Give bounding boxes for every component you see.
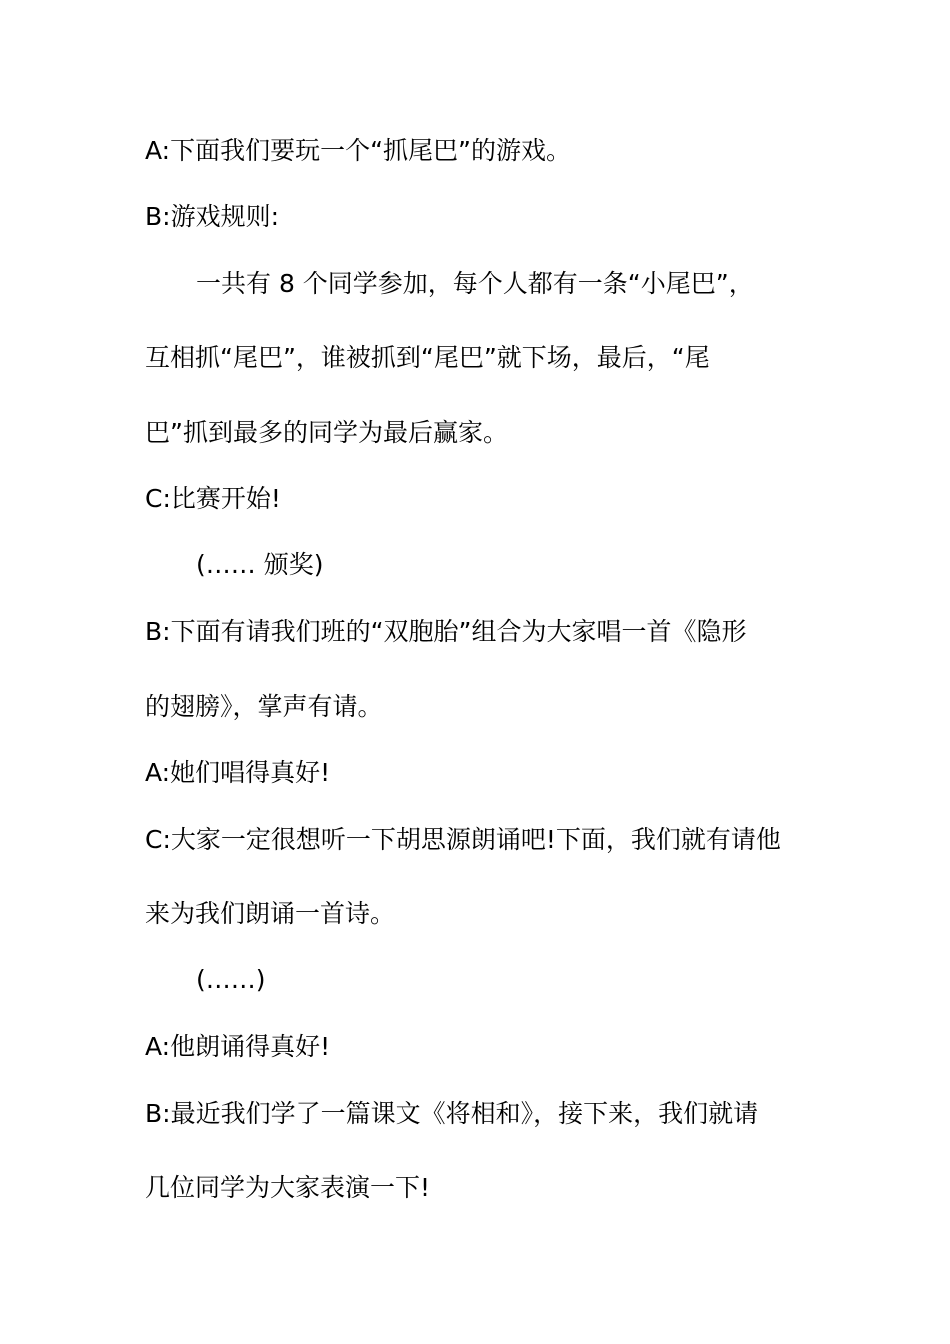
dialogue-line: C:大家一定很想听一下胡思源朗诵吧!下面，我们就有请他 bbox=[145, 825, 781, 854]
dialogue-line: A:他朗诵得真好! bbox=[145, 1032, 331, 1061]
rules-paragraph-line: 互相抓“尾巴”，谁被抓到“尾巴”就下场，最后，“尾 bbox=[145, 343, 710, 372]
dialogue-line: 来为我们朗诵一首诗。 bbox=[145, 899, 396, 928]
rules-paragraph-line: 一共有 8 个同学参加，每个人都有一条“小尾巴”， bbox=[196, 269, 754, 298]
rules-paragraph-line: 巴”抓到最多的同学为最后赢家。 bbox=[145, 418, 508, 447]
dialogue-line: A:她们唱得真好! bbox=[145, 758, 331, 787]
dialogue-line: B:最近我们学了一篇课文《将相和》，接下来，我们就请 bbox=[145, 1099, 759, 1128]
stage-direction: (……) bbox=[196, 965, 266, 994]
dialogue-line: 几位同学为大家表演一下! bbox=[145, 1173, 431, 1202]
dialogue-line: B:游戏规则: bbox=[145, 202, 279, 231]
dialogue-line: C:比赛开始! bbox=[145, 484, 281, 513]
stage-direction: (…… 颁奖) bbox=[196, 550, 324, 579]
dialogue-line: A:下面我们要玩一个“抓尾巴”的游戏。 bbox=[145, 136, 571, 165]
dialogue-line: 的翅膀》，掌声有请。 bbox=[145, 692, 383, 721]
dialogue-line: B:下面有请我们班的“双胞胎”组合为大家唱一首《隐形 bbox=[145, 617, 747, 646]
